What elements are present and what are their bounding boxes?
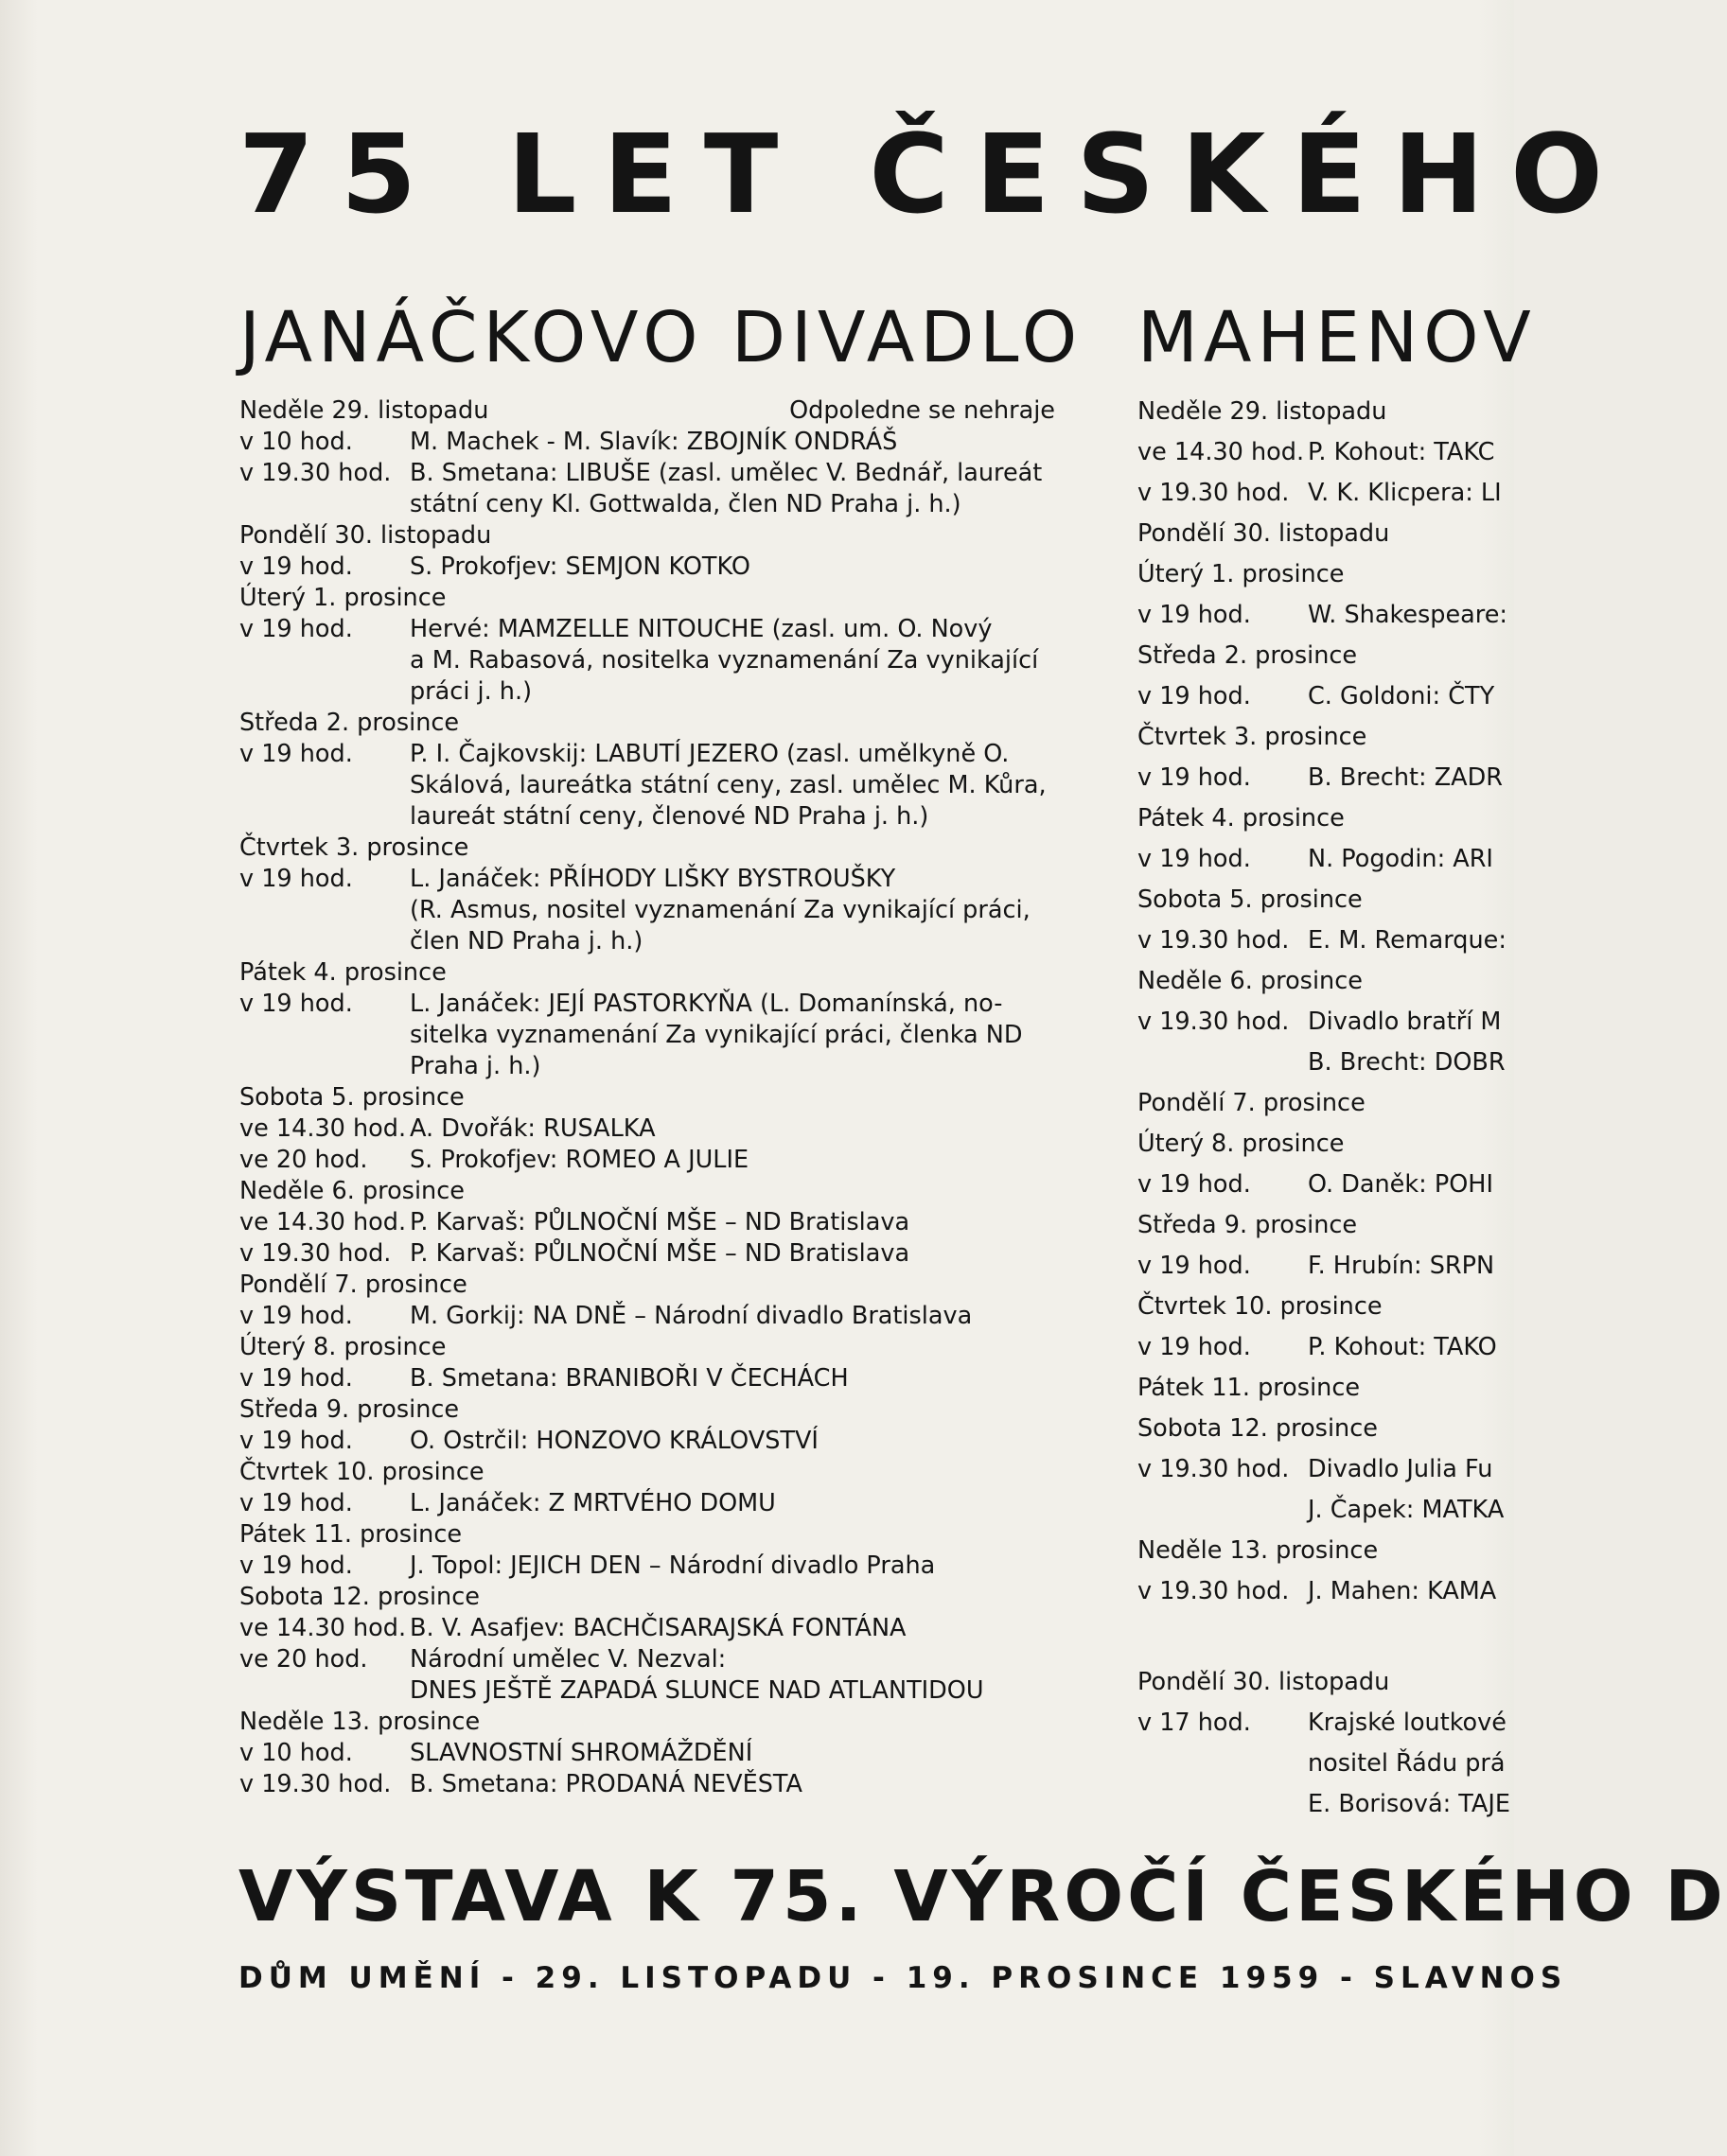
- janackovo-program: [239, 395, 1055, 1800]
- program-row: [239, 1488, 1055, 1519]
- day-heading: Úterý 1. prosince: [239, 584, 447, 612]
- show-title: V. K. Klicpera: LI: [1308, 479, 1502, 507]
- show-title: P. Kohout: TAKO: [1308, 1333, 1497, 1361]
- program-row: [239, 1675, 1055, 1707]
- program-row: [239, 1238, 1055, 1270]
- show-time: v 19 hod.: [1137, 845, 1251, 873]
- show-title: Krajské loutkové: [1308, 1709, 1507, 1737]
- show-time: v 19 hod.: [1137, 1252, 1251, 1280]
- show-title: B. V. Asafjev: BACHČISARAJSKÁ FONTÁNA: [410, 1614, 907, 1642]
- show-time: v 19 hod.: [1137, 682, 1251, 710]
- show-title: práci j. h.): [410, 677, 533, 706]
- day-heading: Sobota 5. prosince: [239, 1083, 465, 1112]
- show-time: [1137, 1490, 1308, 1531]
- program-row: [1137, 920, 1573, 961]
- program-row: [239, 1113, 1055, 1145]
- show-time: ve 14.30 hod.: [1137, 438, 1305, 466]
- show-time: v 19 hod.: [239, 1302, 353, 1330]
- show-title: člen ND Praha j. h.): [410, 927, 643, 955]
- program-row: [239, 1426, 1055, 1457]
- program-row: [239, 427, 1055, 458]
- show-time: v 10 hod.: [239, 1739, 353, 1767]
- show-title: S. Prokofjev: SEMJON KOTKO: [410, 552, 750, 581]
- program-row: [1137, 1002, 1573, 1043]
- show-title: B. Smetana: BRANIBOŘI V ČECHÁCH: [410, 1364, 849, 1393]
- show-time: v 19 hod.: [239, 1489, 353, 1517]
- day-heading: Středa 9. prosince: [1137, 1211, 1358, 1239]
- program-row: [239, 1145, 1055, 1176]
- show-title: nositel Řádu prá: [1308, 1749, 1506, 1778]
- show-time: v 19.30 hod.: [1137, 1008, 1290, 1036]
- show-time: ve 20 hod.: [239, 1146, 368, 1174]
- mahenovo-divadlo-title: MAHENOV: [1137, 297, 1537, 378]
- day-heading: Sobota 12. prosince: [1137, 1414, 1378, 1443]
- show-time: v 19.30 hod.: [239, 1239, 392, 1268]
- show-time: ve 14.30 hod.: [239, 1208, 407, 1236]
- day-heading: Úterý 8. prosince: [239, 1333, 447, 1361]
- show-title: E. M. Remarque:: [1308, 926, 1507, 955]
- program-row: [239, 1769, 1055, 1800]
- day-heading: Středa 2. prosince: [239, 709, 460, 737]
- day-heading: [239, 395, 1055, 427]
- show-title: Divadlo Julia Fu: [1308, 1455, 1493, 1483]
- poster-headline: 75 LET ČESKÉHO: [238, 112, 1630, 238]
- janackovo-divadlo-title: JANÁČKOVO DIVADLO: [239, 297, 1084, 378]
- show-time: v 19 hod.: [1137, 763, 1251, 792]
- day-heading: Sobota 12. prosince: [239, 1583, 480, 1611]
- show-title: J. Topol: JEJICH DEN – Národní divadlo Praha: [410, 1551, 936, 1580]
- section-gap: [1137, 1612, 1573, 1662]
- show-time: v 10 hod.: [239, 428, 353, 456]
- day-heading: Středa 2. prosince: [1137, 641, 1358, 670]
- show-time: ve 14.30 hod.: [239, 1114, 407, 1143]
- program-row: [1137, 1744, 1573, 1784]
- day-heading: Neděle 29. listopadu: [1137, 397, 1387, 426]
- program-row: [239, 1207, 1055, 1238]
- show-time: v 19 hod.: [1137, 1333, 1251, 1361]
- program-row: [239, 552, 1055, 583]
- day-heading: Středa 9. prosince: [239, 1395, 460, 1424]
- program-row: [1137, 473, 1573, 514]
- day-heading: Neděle 6. prosince: [239, 1177, 465, 1205]
- exhibition-dates: DŮM UMĚNÍ - 29. LISTOPADU - 19. PROSINCE 1959 - SLAVNOS: [238, 1961, 1568, 1995]
- program-row: [239, 1613, 1055, 1644]
- show-title: F. Hrubín: SRPN: [1308, 1252, 1495, 1280]
- program-row: [1137, 1449, 1573, 1490]
- program-row: [1137, 595, 1573, 636]
- program-row: [239, 645, 1055, 676]
- show-title: státní ceny Kl. Gottwalda, člen ND Praha j. h.): [410, 490, 961, 518]
- program-row: [1137, 839, 1573, 880]
- show-title: B. Brecht: DOBR: [1308, 1048, 1506, 1077]
- program-row: [239, 614, 1055, 645]
- show-time: v 19 hod.: [239, 1427, 353, 1455]
- show-title: Národní umělec V. Nezval:: [410, 1645, 727, 1674]
- program-row: [1137, 1490, 1573, 1531]
- program-row: [239, 1301, 1055, 1332]
- show-title: L. Janáček: Z MRTVÉHO DOMU: [410, 1489, 776, 1517]
- day-heading: Pátek 4. prosince: [239, 958, 447, 987]
- show-title: Hervé: MAMZELLE NITOUCHE (zasl. um. O. Nový: [410, 615, 993, 643]
- program-row: [239, 770, 1055, 801]
- day-heading: Čtvrtek 3. prosince: [239, 833, 469, 862]
- show-time: v 19.30 hod.: [239, 459, 392, 487]
- day-heading: Neděle 13. prosince: [239, 1708, 481, 1736]
- show-time: v 19 hod.: [239, 865, 353, 893]
- program-row: [239, 739, 1055, 770]
- show-time: v 19.30 hod.: [1137, 1455, 1290, 1483]
- day-heading: Pondělí 30. listopadu: [1137, 519, 1390, 548]
- show-title: B. Brecht: ZADR: [1308, 763, 1503, 792]
- day-label: Neděle 29. listopadu: [239, 396, 489, 425]
- show-title: laureát státní ceny, členové ND Praha j. h.): [410, 802, 929, 831]
- program-row: [1137, 1043, 1573, 1083]
- show-title: B. Smetana: PRODANÁ NEVĚSTA: [410, 1770, 802, 1798]
- show-title: Divadlo bratří M: [1308, 1008, 1502, 1036]
- day-heading: Neděle 13. prosince: [1137, 1536, 1379, 1565]
- program-row: [1137, 676, 1573, 717]
- show-title: L. Janáček: JEJÍ PASTORKYŇA (L. Domanínská, no-: [410, 990, 1003, 1018]
- matinee-note: Odpoledne se nehraje: [789, 396, 1055, 425]
- program-row: [239, 1644, 1055, 1675]
- day-heading: Úterý 8. prosince: [1137, 1130, 1345, 1158]
- program-row: [239, 1051, 1055, 1082]
- show-title: (R. Asmus, nositel vyznamenání Za vynikající práci,: [410, 896, 1031, 924]
- show-title: S. Prokofjev: ROMEO A JULIE: [410, 1146, 749, 1174]
- day-heading: Pátek 4. prosince: [1137, 804, 1345, 833]
- day-heading: Čtvrtek 10. prosince: [239, 1458, 485, 1486]
- show-time: v 19 hod.: [239, 1551, 353, 1580]
- program-row: [1137, 432, 1573, 473]
- show-time: v 19 hod.: [239, 1364, 353, 1393]
- show-time: v 19 hod.: [239, 990, 353, 1018]
- show-title: L. Janáček: PŘÍHODY LIŠKY BYSTROUŠKY: [410, 865, 896, 893]
- program-row: [1137, 1571, 1573, 1612]
- show-title: C. Goldoni: ČTY: [1308, 682, 1495, 710]
- program-row: [239, 489, 1055, 520]
- show-time: ve 14.30 hod.: [239, 1614, 407, 1642]
- show-time: v 19 hod.: [1137, 601, 1251, 629]
- show-title: O. Ostrčil: HONZOVO KRÁLOVSTVÍ: [410, 1427, 819, 1455]
- show-title: P. I. Čajkovskij: LABUTÍ JEZERO (zasl. umělkyně O.: [410, 740, 1010, 768]
- day-heading: Sobota 5. prosince: [1137, 885, 1363, 914]
- show-title: a M. Rabasová, nositelka vyznamenání Za vynikající: [410, 646, 1039, 675]
- show-time: v 19 hod.: [239, 615, 353, 643]
- program-row: [239, 1738, 1055, 1769]
- show-title: P. Kohout: TAKC: [1308, 438, 1495, 466]
- program-row: [239, 926, 1055, 957]
- program-row: [1137, 1784, 1573, 1825]
- show-title: M. Machek - M. Slavík: ZBOJNÍK ONDRÁŠ: [410, 428, 898, 456]
- program-row: [239, 1363, 1055, 1394]
- show-title: N. Pogodin: ARI: [1308, 845, 1493, 873]
- day-heading: Čtvrtek 10. prosince: [1137, 1292, 1383, 1321]
- day-heading: Pátek 11. prosince: [1137, 1374, 1361, 1402]
- show-time: v 19 hod.: [1137, 1170, 1251, 1199]
- program-row: [239, 676, 1055, 708]
- program-row: [1137, 1246, 1573, 1287]
- show-title: DNES JEŠTĚ ZAPADÁ SLUNCE NAD ATLANTIDOU: [410, 1676, 984, 1705]
- show-time: [1137, 1043, 1308, 1083]
- program-row: [1137, 1703, 1573, 1744]
- program-row: [239, 989, 1055, 1020]
- program-row: [239, 801, 1055, 833]
- program-row: [239, 864, 1055, 895]
- mahenovo-program: [1137, 392, 1573, 1825]
- day-heading: Čtvrtek 3. prosince: [1137, 723, 1367, 751]
- show-title: Skálová, laureátka státní ceny, zasl. umělec M. Kůra,: [410, 771, 1047, 799]
- program-row: [1137, 1165, 1573, 1205]
- show-title: B. Smetana: LIBUŠE (zasl. umělec V. Bednář, laureát: [410, 459, 1043, 487]
- program-row: [1137, 1327, 1573, 1368]
- show-time: [1137, 1784, 1308, 1825]
- day-heading: Pondělí 30. listopadu: [239, 521, 492, 550]
- day-heading: Úterý 1. prosince: [1137, 560, 1345, 588]
- day-heading: Neděle 6. prosince: [1137, 967, 1363, 995]
- show-time: v 17 hod.: [1137, 1709, 1251, 1737]
- exhibition-title: VÝSTAVA K 75. VÝROČÍ ČESKÉHO D: [238, 1856, 1727, 1937]
- program-row: [239, 895, 1055, 926]
- show-title: W. Shakespeare:: [1308, 601, 1508, 629]
- show-time: v 19.30 hod.: [239, 1770, 392, 1798]
- program-row: [239, 1551, 1055, 1582]
- show-time: v 19.30 hod.: [1137, 479, 1290, 507]
- show-title: P. Karvaš: PŮLNOČNÍ MŠE – ND Bratislava: [410, 1239, 910, 1268]
- program-row: [239, 458, 1055, 489]
- show-title: M. Gorkij: NA DNĚ – Národní divadlo Bratislava: [410, 1302, 973, 1330]
- program-row: [1137, 758, 1573, 798]
- show-time: [1137, 1744, 1308, 1784]
- show-time: v 19.30 hod.: [1137, 1577, 1290, 1605]
- show-title: J. Čapek: MATKA: [1308, 1496, 1505, 1524]
- day-heading: Pátek 11. prosince: [239, 1520, 463, 1549]
- day-heading: Pondělí 7. prosince: [1137, 1089, 1366, 1117]
- day-heading: Pondělí 30. listopadu: [1137, 1668, 1390, 1696]
- show-title: E. Borisová: TAJE: [1308, 1790, 1510, 1818]
- show-time: v 19.30 hod.: [1137, 926, 1290, 955]
- show-title: J. Mahen: KAMA: [1308, 1577, 1497, 1605]
- day-heading: Pondělí 7. prosince: [239, 1271, 467, 1299]
- show-time: ve 20 hod.: [239, 1645, 368, 1674]
- show-title: sitelka vyznamenání Za vynikající práci, členka ND: [410, 1021, 1023, 1049]
- show-title: A. Dvořák: RUSALKA: [410, 1114, 656, 1143]
- show-title: SLAVNOSTNÍ SHROMÁŽDĚNÍ: [410, 1739, 753, 1767]
- show-time: v 19 hod.: [239, 740, 353, 768]
- show-title: Praha j. h.): [410, 1052, 541, 1080]
- program-row: [239, 1020, 1055, 1051]
- show-title: O. Daněk: POHI: [1308, 1170, 1493, 1199]
- mahenovo-program-crop: [1137, 392, 1514, 1818]
- show-time: v 19 hod.: [239, 552, 353, 581]
- show-title: P. Karvaš: PŮLNOČNÍ MŠE – ND Bratislava: [410, 1208, 910, 1236]
